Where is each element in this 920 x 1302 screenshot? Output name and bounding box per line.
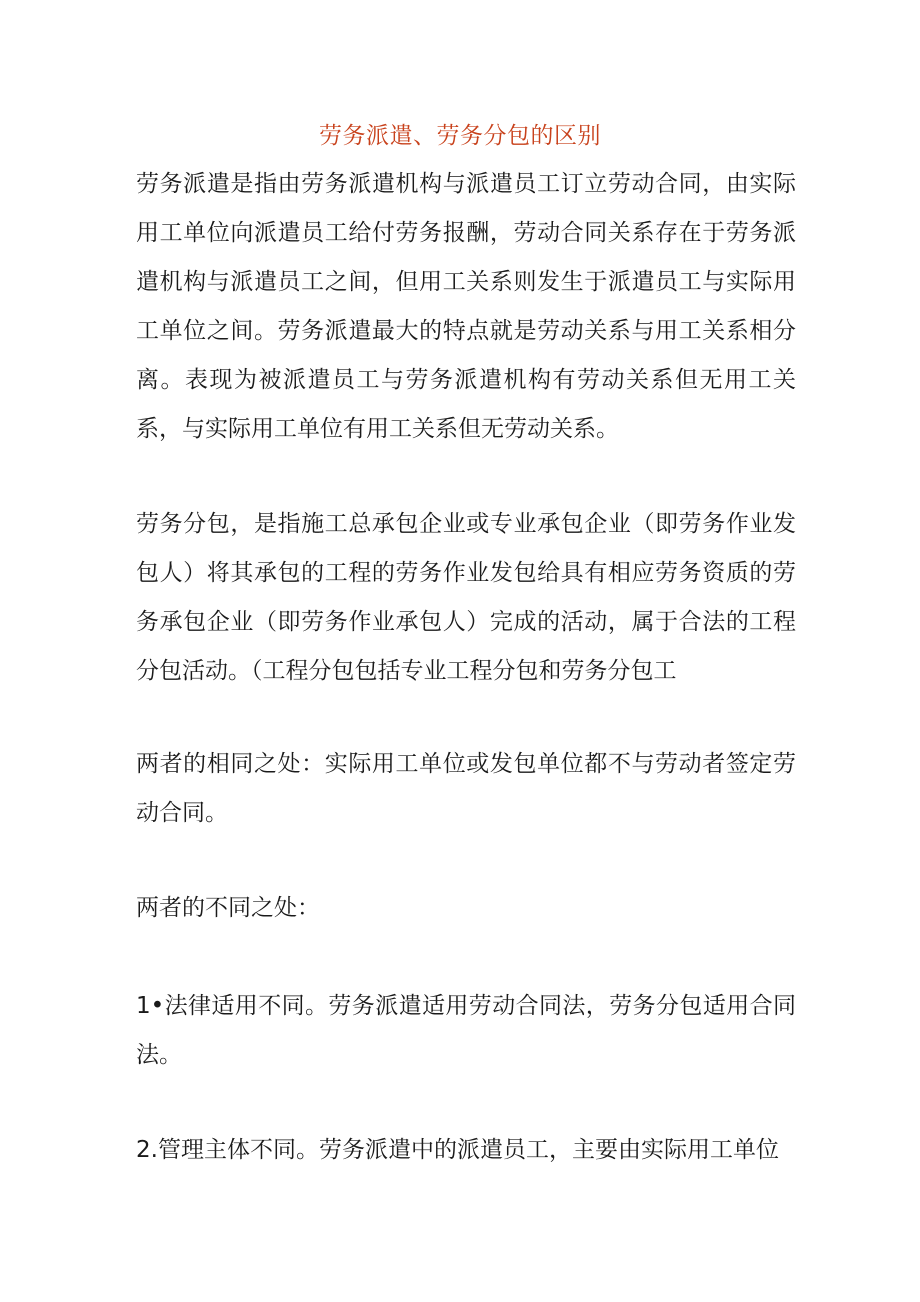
paragraph-difference-1: 1•法律适用不同。劳务派遣适用劳动合同法，劳务分包适用合同法。 [136,993,796,1068]
paragraph-differences-heading: 两者的不同之处： [136,895,320,921]
paragraph-labor-dispatch-definition: 劳务派遣是指由劳务派遣机构与派遣员工订立劳动合同，由实际用工单位向派遣员工给付劳务报酬，劳动合同关系存在于劳务派遣机构与派遣员工之间，但用工关系则发生于派遣员工与实际用工单位之间。劳务派遣最大的特点就是劳动关系与用工关系相分离。表现为被派遣员工与劳务派遣机构有劳动关系但无用工关系，与实际用工单位有用工关系但无劳动关系。 [136,171,796,442]
paragraph-difference-2: 2.管理主体不同。劳务派遣中的派遣员工，主要由实际用工单位 [136,1137,779,1163]
paragraph-labor-subcontract-definition: 劳务分包，是指施工总承包企业或专业承包企业（即劳务作业发包人）将其承包的工程的劳务作业发包给具有相应劳务资质的劳务承包企业（即劳务作业承包人）完成的活动，属于合法的工程分包活动。（工程分包包括专业工程分包和劳务分包工 [136,511,796,684]
paragraph-similarities: 两者的相同之处：实际用工单位或发包单位都不与劳动者签定劳动合同。 [136,751,796,826]
document-title: 劳务派遣、劳务分包的区别 [319,123,601,149]
